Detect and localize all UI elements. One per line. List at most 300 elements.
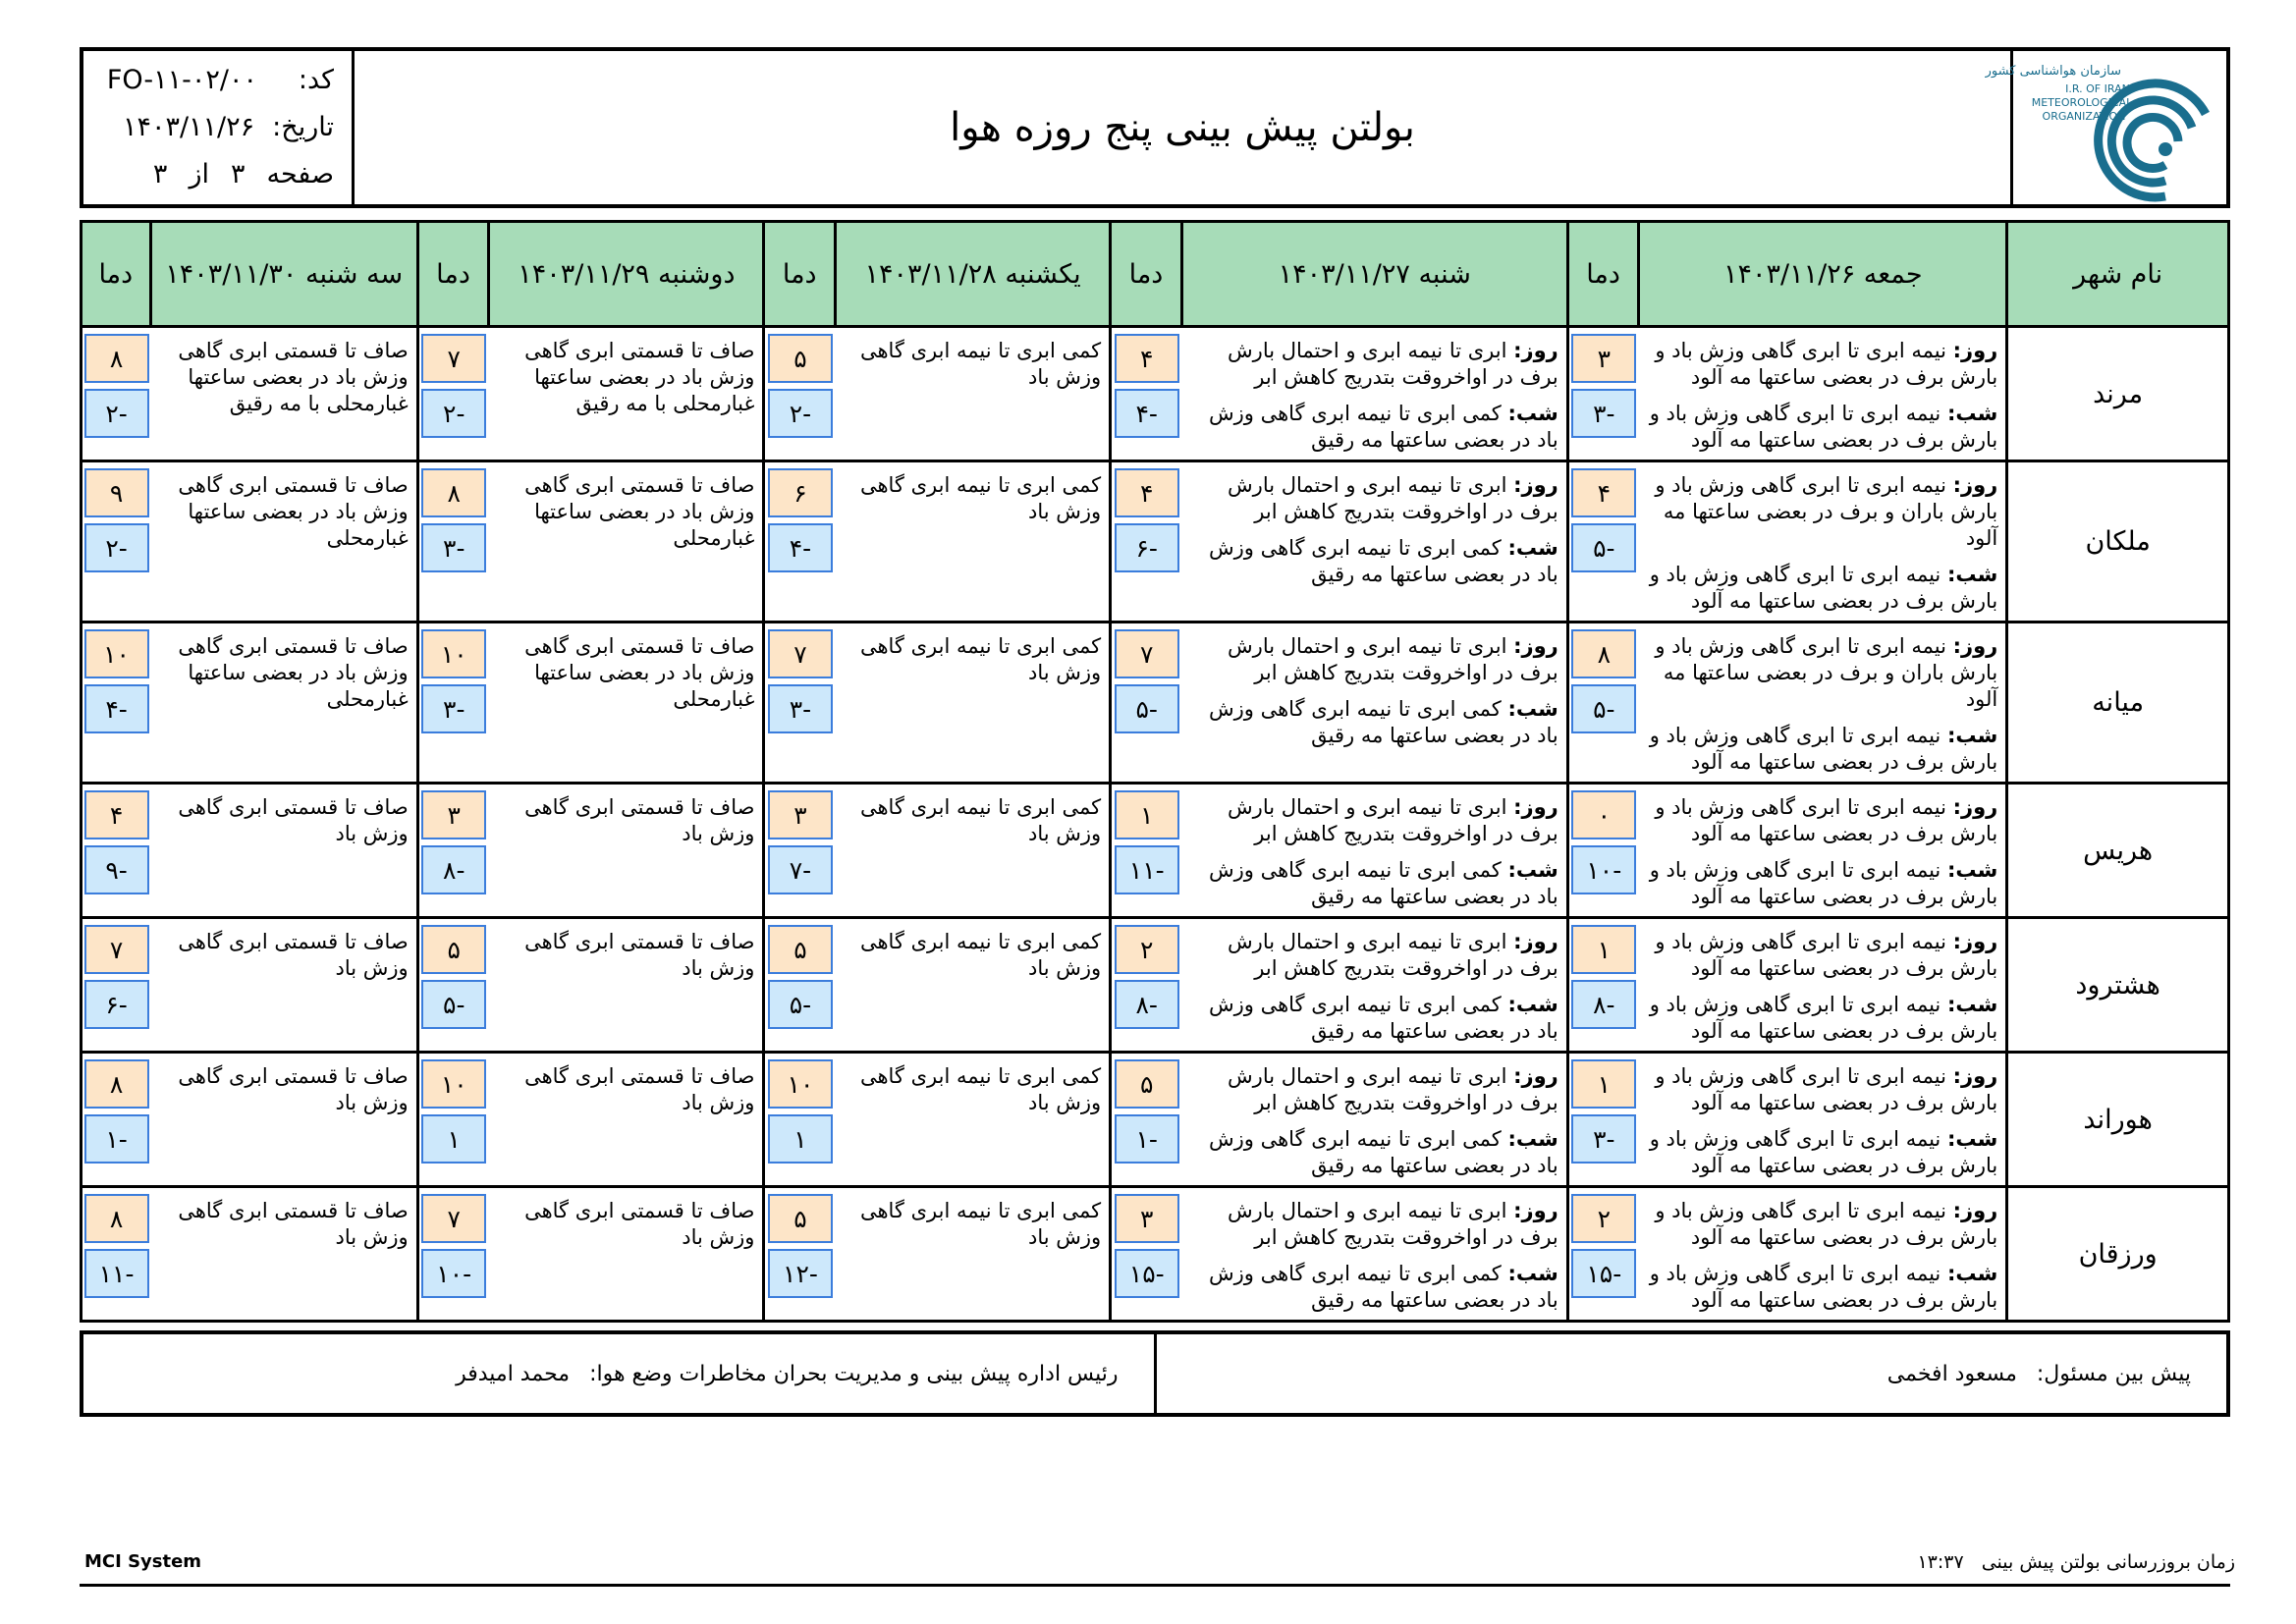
table-header-row <box>82 222 2229 327</box>
max-temperature: ۴ <box>84 790 149 839</box>
max-temperature: ۹ <box>84 468 149 517</box>
forecast-text: صاف تا قسمتی ابری گاهی وزش باد در بعضی ساعتها غبارمحلی <box>178 473 409 550</box>
min-temperature: -۹ <box>84 845 149 894</box>
temperature-cell-day4 <box>417 623 489 784</box>
max-temperature: ۸ <box>84 334 149 383</box>
temperature-cell-day3 <box>764 327 836 461</box>
date-label: تاریخ: <box>272 112 334 142</box>
temp-column-header: دما <box>764 222 836 327</box>
max-temperature: ۱۰ <box>421 1059 486 1109</box>
temperature-cell-day1 <box>1567 918 1639 1053</box>
update-label: زمان بروزرسانی بولتن پیش بینی <box>1981 1551 2235 1573</box>
min-temperature: -۳ <box>421 523 486 572</box>
daytime-text: نیمه ابری تا ابری گاهی وزش باد و بارش برف در بعضی ساعتها مه آلود <box>1655 795 1998 845</box>
min-temperature: -۵ <box>1115 684 1179 733</box>
daytime-forecast <box>1187 929 1558 982</box>
nighttime-forecast <box>1645 723 1997 776</box>
footer-divider <box>80 1584 2230 1587</box>
head-label: رئیس اداره پیش بینی و مدیریت بحران مخاطرات وضع هوا: <box>589 1361 1119 1386</box>
forecast-text: کمی ابری تا نیمه ابری گاهی وزش باد <box>859 1199 1102 1249</box>
min-temperature: -۱ <box>1115 1114 1179 1164</box>
nighttime-text: نیمه ابری تا ابری گاهی وزش باد و بارش برف در بعضی ساعتها مه آلود <box>1649 1127 1998 1177</box>
nighttime-label: شب: <box>1507 858 1558 882</box>
page-label: صفحه <box>266 159 334 189</box>
max-temperature: ۱ <box>1115 790 1179 839</box>
temperature-cell-day2 <box>1111 1053 1182 1187</box>
forecast-description-day5 <box>150 327 417 461</box>
temperature-cell-day3 <box>764 623 836 784</box>
daytime-forecast <box>1645 1063 1997 1116</box>
min-temperature: -۱۵ <box>1571 1249 1636 1298</box>
forecast-description-day5 <box>150 1187 417 1322</box>
min-temperature: -۵ <box>768 980 833 1029</box>
daytime-forecast <box>1187 794 1558 847</box>
forecast-description-day2 <box>1181 461 1567 623</box>
date-value: ۱۴۰۳/۱۱/۲۶ <box>122 112 255 142</box>
daytime-forecast <box>1187 633 1558 686</box>
forecast-description-day1 <box>1639 1187 2007 1322</box>
temperature-cell-day4 <box>417 918 489 1053</box>
temp-column-header: دما <box>1567 222 1639 327</box>
max-temperature: ۱۰ <box>768 1059 833 1109</box>
logo-english-line2: METEOROLOGICAL <box>2031 96 2133 109</box>
forecast-description-day5 <box>150 461 417 623</box>
forecast-description-day1 <box>1639 623 2007 784</box>
forecast-description-day1 <box>1639 918 2007 1053</box>
temperature-cell-day1 <box>1567 461 1639 623</box>
max-temperature: ۳ <box>1571 334 1636 383</box>
code-label: کد: <box>298 65 334 95</box>
nighttime-forecast <box>1187 535 1558 588</box>
head-name: محمد امیدفر <box>456 1361 571 1386</box>
day-column-header: سه شنبه ۱۴۰۳/۱۱/۳۰ <box>150 222 417 327</box>
max-temperature: ۳ <box>1115 1194 1179 1243</box>
forecast-description-day1 <box>1639 461 2007 623</box>
bulletin-header <box>80 47 2230 208</box>
daytime-text: ابری تا نیمه ابری و احتمال بارش برف در اواخروقت بتدریج کاهش ابر <box>1228 1199 1558 1249</box>
max-temperature: ۵ <box>768 1194 833 1243</box>
temperature-cell-day1 <box>1567 623 1639 784</box>
max-temperature: ۷ <box>1115 629 1179 678</box>
min-temperature: -۴ <box>1115 389 1179 438</box>
date-row <box>123 112 334 142</box>
max-temperature: ۶ <box>768 468 833 517</box>
max-temperature: ۸ <box>84 1194 149 1243</box>
daytime-label: روز: <box>1513 339 1558 362</box>
nighttime-forecast <box>1645 1126 1997 1179</box>
daytime-forecast <box>1645 338 1997 391</box>
daytime-label: روز: <box>1513 930 1558 953</box>
temperature-cell-day4 <box>417 461 489 623</box>
daytime-text: نیمه ابری تا ابری گاهی وزش باد و بارش برف در بعضی ساعتها مه آلود <box>1655 930 1998 980</box>
nighttime-text: نیمه ابری تا ابری گاهی وزش باد و بارش برف در بعضی ساعتها مه آلود <box>1649 563 1998 613</box>
min-temperature: -۲ <box>84 389 149 438</box>
nighttime-label: شب: <box>1946 858 1998 882</box>
update-time: ۱۳:۳۷ <box>1917 1551 1964 1573</box>
daytime-label: روز: <box>1952 795 1998 819</box>
min-temperature: -۵ <box>421 980 486 1029</box>
nighttime-label: شب: <box>1507 697 1558 721</box>
city-column-header: نام شهر <box>2007 222 2229 327</box>
daytime-text: نیمه ابری تا ابری گاهی وزش باد و بارش برف در بعضی ساعتها مه آلود <box>1655 339 1998 389</box>
temperature-cell-day4 <box>417 1187 489 1322</box>
day-column-header: جمعه ۱۴۰۳/۱۱/۲۶ <box>1639 222 2007 327</box>
min-temperature: -۲ <box>84 523 149 572</box>
min-temperature: -۳ <box>1571 1114 1636 1164</box>
min-temperature: -۱ <box>84 1114 149 1164</box>
document-code-box <box>83 51 355 204</box>
min-temperature: -۸ <box>1115 980 1179 1029</box>
min-temperature: -۳ <box>768 684 833 733</box>
page-number: ۳ <box>230 159 246 189</box>
meteorological-organization-logo-icon <box>1985 51 2223 204</box>
forecast-description-day5 <box>150 623 417 784</box>
min-temperature: ۱ <box>421 1114 486 1164</box>
daytime-forecast <box>1645 472 1997 552</box>
nighttime-text: کمی ابری تا نیمه ابری گاهی وزش باد در بعضی ساعتها مه رقیق <box>1208 402 1558 452</box>
daytime-label: روز: <box>1952 339 1998 362</box>
daytime-label: روز: <box>1513 473 1558 497</box>
min-temperature: -۶ <box>1115 523 1179 572</box>
nighttime-forecast <box>1645 992 1997 1045</box>
forecast-description-day2 <box>1181 1187 1567 1322</box>
forecast-text: صاف تا قسمتی ابری گاهی وزش باد <box>524 1199 755 1249</box>
forecast-text: صاف تا قسمتی ابری گاهی وزش باد <box>178 1199 409 1249</box>
city-name: ملکان <box>2007 461 2229 623</box>
min-temperature: -۳ <box>1571 389 1636 438</box>
max-temperature: ۷ <box>421 1194 486 1243</box>
head-signature <box>83 1334 1154 1413</box>
update-time-info <box>1917 1551 2235 1573</box>
forecast-text: کمی ابری تا نیمه ابری گاهی وزش باد <box>859 473 1102 523</box>
forecast-description-day4 <box>489 623 764 784</box>
daytime-text: ابری تا نیمه ابری و احتمال بارش برف در اواخروقت بتدریج کاهش ابر <box>1228 1064 1558 1114</box>
system-name: MCI System <box>84 1551 202 1572</box>
nighttime-text: کمی ابری تا نیمه ابری گاهی وزش باد در بعضی ساعتها مه رقیق <box>1208 1127 1558 1177</box>
nighttime-forecast <box>1645 1261 1997 1314</box>
nighttime-label: شب: <box>1946 563 1998 586</box>
forecast-description-day3 <box>836 327 1111 461</box>
daytime-label: روز: <box>1513 1064 1558 1088</box>
forecast-text: کمی ابری تا نیمه ابری گاهی وزش باد <box>859 930 1102 980</box>
temperature-cell-day3 <box>764 784 836 918</box>
temperature-cell-day5 <box>82 327 151 461</box>
table-row <box>82 327 2229 461</box>
min-temperature: -۱۱ <box>84 1249 149 1298</box>
nighttime-forecast <box>1187 696 1558 749</box>
temperature-cell-day3 <box>764 461 836 623</box>
max-temperature: ۲ <box>1571 1194 1636 1243</box>
nighttime-label: شب: <box>1946 402 1998 425</box>
temperature-cell-day4 <box>417 327 489 461</box>
min-temperature: -۲ <box>421 389 486 438</box>
forecast-description-day4 <box>489 1187 764 1322</box>
max-temperature: ۸ <box>1571 629 1636 678</box>
temperature-cell-day2 <box>1111 1187 1182 1322</box>
nighttime-text: نیمه ابری تا ابری گاهی وزش باد و بارش برف در بعضی ساعتها مه آلود <box>1649 402 1998 452</box>
temperature-cell-day5 <box>82 1187 151 1322</box>
max-temperature: ۱۰ <box>421 629 486 678</box>
min-temperature: -۶ <box>84 980 149 1029</box>
temperature-cell-day3 <box>764 918 836 1053</box>
forecast-description-day2 <box>1181 918 1567 1053</box>
daytime-text: نیمه ابری تا ابری گاهی وزش باد و بارش باران و برف در بعضی ساعتها مه آلود <box>1655 634 1998 711</box>
forecaster-label: پیش بین مسئول: <box>2036 1361 2191 1386</box>
daytime-forecast <box>1187 1063 1558 1116</box>
day-column-header: یکشنبه ۱۴۰۳/۱۱/۲۸ <box>836 222 1111 327</box>
forecast-table-body <box>82 327 2229 1322</box>
temperature-cell-day1 <box>1567 327 1639 461</box>
nighttime-text: نیمه ابری تا ابری گاهی وزش باد و بارش برف در بعضی ساعتها مه آلود <box>1649 1262 1998 1312</box>
min-temperature: -۸ <box>421 845 486 894</box>
temperature-cell-day2 <box>1111 784 1182 918</box>
max-temperature: ۸ <box>84 1059 149 1109</box>
max-temperature: ۴ <box>1115 468 1179 517</box>
min-temperature: -۴ <box>768 523 833 572</box>
temperature-cell-day2 <box>1111 623 1182 784</box>
forecast-description-day3 <box>836 461 1111 623</box>
nighttime-forecast <box>1187 401 1558 454</box>
daytime-label: روز: <box>1513 634 1558 658</box>
day-column-header: دوشنبه ۱۴۰۳/۱۱/۲۹ <box>489 222 764 327</box>
logo-english-line1: I.R. OF IRAN <box>2065 82 2130 95</box>
daytime-label: روز: <box>1513 795 1558 819</box>
forecast-description-day5 <box>150 918 417 1053</box>
daytime-label: روز: <box>1952 634 1998 658</box>
nighttime-label: شب: <box>1507 536 1558 560</box>
forecast-text: کمی ابری تا نیمه ابری گاهی وزش باد <box>859 1064 1102 1114</box>
nighttime-text: کمی ابری تا نیمه ابری گاهی وزش باد در بعضی ساعتها مه رقیق <box>1208 993 1558 1043</box>
min-temperature: -۵ <box>1571 523 1636 572</box>
forecast-text: صاف تا قسمتی ابری گاهی وزش باد در بعضی ساعتها غبارمحلی <box>178 634 409 711</box>
forecast-text: صاف تا قسمتی ابری گاهی وزش باد <box>178 1064 409 1114</box>
max-temperature: ۱ <box>1571 1059 1636 1109</box>
daytime-label: روز: <box>1952 1064 1998 1088</box>
nighttime-label: شب: <box>1507 993 1558 1016</box>
temp-column-header: دما <box>417 222 489 327</box>
forecaster-name: مسعود افخمی <box>1886 1361 2017 1386</box>
forecast-description-day4 <box>489 1053 764 1187</box>
temperature-cell-day5 <box>82 623 151 784</box>
forecast-text: صاف تا قسمتی ابری گاهی وزش باد <box>178 930 409 980</box>
city-name: هریس <box>2007 784 2229 918</box>
nighttime-text: کمی ابری تا نیمه ابری گاهی وزش باد در بعضی ساعتها مه رقیق <box>1208 536 1558 586</box>
temperature-cell-day2 <box>1111 327 1182 461</box>
daytime-text: ابری تا نیمه ابری و احتمال بارش برف در اواخروقت بتدریج کاهش ابر <box>1228 634 1558 684</box>
table-row <box>82 1187 2229 1322</box>
nighttime-label: شب: <box>1946 724 1998 747</box>
daytime-text: ابری تا نیمه ابری و احتمال بارش برف در اواخروقت بتدریج کاهش ابر <box>1228 339 1558 389</box>
min-temperature: -۱۲ <box>768 1249 833 1298</box>
temp-column-header: دما <box>82 222 151 327</box>
table-row <box>82 1053 2229 1187</box>
max-temperature: ۴ <box>1571 468 1636 517</box>
forecast-text: صاف تا قسمتی ابری گاهی وزش باد <box>524 1064 755 1114</box>
daytime-forecast <box>1645 794 1997 847</box>
nighttime-text: نیمه ابری تا ابری گاهی وزش باد و بارش برف در بعضی ساعتها مه آلود <box>1649 858 1998 908</box>
city-name: مرند <box>2007 327 2229 461</box>
max-temperature: ۵ <box>1115 1059 1179 1109</box>
forecast-description-day2 <box>1181 784 1567 918</box>
nighttime-text: کمی ابری تا نیمه ابری گاهی وزش باد در بعضی ساعتها مه رقیق <box>1208 1262 1558 1312</box>
daytime-forecast <box>1645 633 1997 713</box>
temperature-cell-day1 <box>1567 1187 1639 1322</box>
bulletin-title: بولتن پیش بینی پنج روزه هوا <box>950 105 1415 150</box>
forecast-description-day1 <box>1639 784 2007 918</box>
table-row <box>82 784 2229 918</box>
logo-english-line3: ORGANIZATION <box>2042 110 2126 123</box>
nighttime-label: شب: <box>1507 402 1558 425</box>
forecast-description-day4 <box>489 918 764 1053</box>
max-temperature: ۵ <box>421 925 486 974</box>
max-temperature: ۴ <box>1115 334 1179 383</box>
logo-persian-text: سازمان هواشناسی کشور <box>1985 64 2121 79</box>
nighttime-label: شب: <box>1507 1262 1558 1285</box>
max-temperature: ۷ <box>421 334 486 383</box>
forecast-description-day3 <box>836 918 1111 1053</box>
forecast-text: صاف تا قسمتی ابری گاهی وزش باد در بعضی ساعتها غبارمحلی <box>524 634 755 711</box>
daytime-text: ابری تا نیمه ابری و احتمال بارش برف در اواخروقت بتدریج کاهش ابر <box>1228 473 1558 523</box>
max-temperature: ۲ <box>1115 925 1179 974</box>
city-name: ورزقان <box>2007 1187 2229 1322</box>
nighttime-forecast <box>1187 992 1558 1045</box>
daytime-label: روز: <box>1952 930 1998 953</box>
min-temperature: -۱۰ <box>1571 845 1636 894</box>
nighttime-forecast <box>1187 1126 1558 1179</box>
nighttime-forecast <box>1187 1261 1558 1314</box>
code-row <box>107 65 334 95</box>
daytime-label: روز: <box>1952 1199 1998 1222</box>
temperature-cell-day5 <box>82 784 151 918</box>
forecast-description-day2 <box>1181 1053 1567 1187</box>
temperature-cell-day1 <box>1567 784 1639 918</box>
daytime-forecast <box>1645 1198 1997 1251</box>
forecast-description-day3 <box>836 1187 1111 1322</box>
daytime-label: روز: <box>1952 473 1998 497</box>
forecast-description-day4 <box>489 327 764 461</box>
table-row <box>82 918 2229 1053</box>
min-temperature: -۳ <box>421 684 486 733</box>
forecast-text: کمی ابری تا نیمه ابری گاهی وزش باد <box>859 634 1102 684</box>
max-temperature: ۳ <box>768 790 833 839</box>
temperature-cell-day2 <box>1111 918 1182 1053</box>
daytime-forecast <box>1645 929 1997 982</box>
nighttime-label: شب: <box>1946 993 1998 1016</box>
nighttime-text: کمی ابری تا نیمه ابری گاهی وزش باد در بعضی ساعتها مه رقیق <box>1208 858 1558 908</box>
forecast-description-day4 <box>489 784 764 918</box>
daytime-forecast <box>1187 338 1558 391</box>
min-temperature: -۱۵ <box>1115 1249 1179 1298</box>
temperature-cell-day2 <box>1111 461 1182 623</box>
min-temperature: -۸ <box>1571 980 1636 1029</box>
forecast-text: صاف تا قسمتی ابری گاهی وزش باد <box>524 795 755 845</box>
forecast-description-day4 <box>489 461 764 623</box>
table-row <box>82 461 2229 623</box>
daytime-text: نیمه ابری تا ابری گاهی وزش باد و بارش برف در بعضی ساعتها مه آلود <box>1655 1199 1998 1249</box>
forecast-text: کمی ابری تا نیمه ابری گاهی وزش باد <box>859 795 1102 845</box>
forecast-description-day5 <box>150 1053 417 1187</box>
min-temperature: -۵ <box>1571 684 1636 733</box>
min-temperature: -۲ <box>768 389 833 438</box>
nighttime-text: کمی ابری تا نیمه ابری گاهی وزش باد در بعضی ساعتها مه رقیق <box>1208 697 1558 747</box>
bulletin-title-box <box>355 51 2010 204</box>
nighttime-label: شب: <box>1946 1262 1998 1285</box>
min-temperature: -۱۰ <box>421 1249 486 1298</box>
organization-logo <box>1985 51 2226 204</box>
nighttime-label: شب: <box>1946 1127 1998 1151</box>
max-temperature: ۵ <box>768 925 833 974</box>
min-temperature: -۴ <box>84 684 149 733</box>
forecast-text: صاف تا قسمتی ابری گاهی وزش باد <box>524 930 755 980</box>
temperature-cell-day5 <box>82 461 151 623</box>
daytime-text: نیمه ابری تا ابری گاهی وزش باد و بارش برف در بعضی ساعتها مه آلود <box>1655 1064 1998 1114</box>
nighttime-forecast <box>1187 857 1558 910</box>
forecast-text: صاف تا قسمتی ابری گاهی وزش باد در بعضی ساعتها غبارمحلی با مه رقیق <box>524 339 755 415</box>
forecast-description-day2 <box>1181 327 1567 461</box>
forecaster-signature <box>1154 1334 2227 1413</box>
max-temperature: ۵ <box>768 334 833 383</box>
forecast-table <box>80 220 2230 1323</box>
nighttime-forecast <box>1645 857 1997 910</box>
signatures-box <box>80 1330 2230 1417</box>
page-row <box>153 159 334 189</box>
forecast-description-day2 <box>1181 623 1567 784</box>
forecast-description-day3 <box>836 1053 1111 1187</box>
forecast-text: صاف تا قسمتی ابری گاهی وزش باد در بعضی ساعتها غبارمحلی <box>524 473 755 550</box>
daytime-text: ابری تا نیمه ابری و احتمال بارش برف در اواخروقت بتدریج کاهش ابر <box>1228 930 1558 980</box>
temperature-cell-day4 <box>417 784 489 918</box>
forecast-text: صاف تا قسمتی ابری گاهی وزش باد <box>178 795 409 845</box>
max-temperature: ۱ <box>1571 925 1636 974</box>
daytime-text: نیمه ابری تا ابری گاهی وزش باد و بارش باران و برف در بعضی ساعتها مه آلود <box>1655 473 1998 550</box>
temperature-cell-day5 <box>82 918 151 1053</box>
temperature-cell-day3 <box>764 1053 836 1187</box>
forecast-text: کمی ابری تا نیمه ابری گاهی وزش باد <box>859 339 1102 389</box>
nighttime-label: شب: <box>1507 1127 1558 1151</box>
forecast-text: صاف تا قسمتی ابری گاهی وزش باد در بعضی ساعتها غبارمحلی با مه رقیق <box>178 339 409 415</box>
nighttime-forecast <box>1645 562 1997 615</box>
min-temperature: ۱ <box>768 1114 833 1164</box>
max-temperature: ۳ <box>421 790 486 839</box>
nighttime-text: نیمه ابری تا ابری گاهی وزش باد و بارش برف در بعضی ساعتها مه آلود <box>1649 724 1998 774</box>
temp-column-header: دما <box>1111 222 1182 327</box>
city-name: میانه <box>2007 623 2229 784</box>
temperature-cell-day1 <box>1567 1053 1639 1187</box>
forecast-description-day1 <box>1639 1053 2007 1187</box>
city-name: هشترود <box>2007 918 2229 1053</box>
temperature-cell-day4 <box>417 1053 489 1187</box>
temperature-cell-day5 <box>82 1053 151 1187</box>
max-temperature: ۷ <box>768 629 833 678</box>
max-temperature: ۰ <box>1571 790 1636 839</box>
forecast-description-day5 <box>150 784 417 918</box>
max-temperature: ۱۰ <box>84 629 149 678</box>
temperature-cell-day3 <box>764 1187 836 1322</box>
page-of: از <box>189 159 209 189</box>
nighttime-forecast <box>1645 401 1997 454</box>
table-row <box>82 623 2229 784</box>
daytime-text: ابری تا نیمه ابری و احتمال بارش برف در اواخروقت بتدریج کاهش ابر <box>1228 795 1558 845</box>
page-total: ۳ <box>152 159 168 189</box>
min-temperature: -۷ <box>768 845 833 894</box>
code-value: FO-۱۱-۰۲/۰۰ <box>106 65 257 95</box>
daytime-forecast <box>1187 1198 1558 1251</box>
max-temperature: ۷ <box>84 925 149 974</box>
day-column-header: شنبه ۱۴۰۳/۱۱/۲۷ <box>1181 222 1567 327</box>
forecast-description-day3 <box>836 784 1111 918</box>
daytime-forecast <box>1187 472 1558 525</box>
nighttime-text: نیمه ابری تا ابری گاهی وزش باد و بارش برف در بعضی ساعتها مه آلود <box>1649 993 1998 1043</box>
